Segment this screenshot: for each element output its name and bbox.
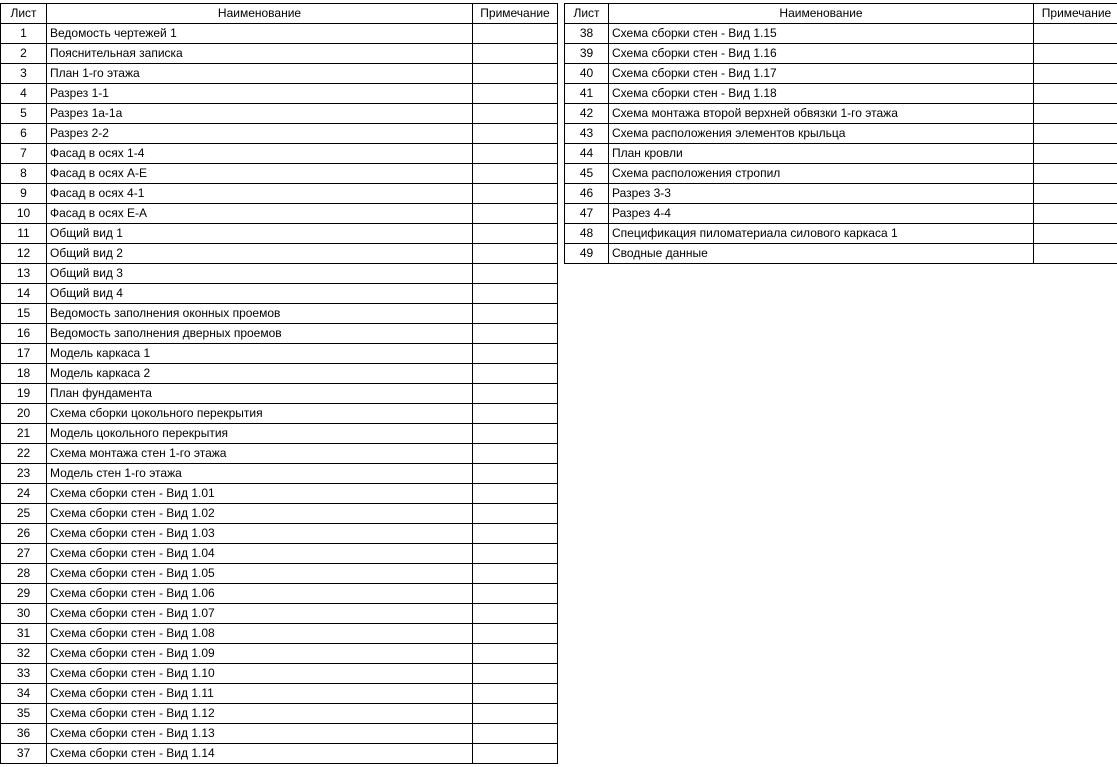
header-row [1,4,558,24]
table-row [1,604,558,624]
table-row [1,484,558,504]
sheet-name-cell: Схема сборки стен - Вид 1.10 [47,664,473,684]
table-row [1,24,558,44]
table-row [1,704,558,724]
note-cell [1034,244,1117,264]
sheet-name-cell: Схема сборки стен - Вид 1.18 [609,84,1034,104]
table-row [1,464,558,484]
sheet-number-cell: 29 [1,584,47,604]
sheet-number-cell: 41 [565,84,609,104]
table-row [1,84,558,104]
sheet-name-cell: Схема сборки стен - Вид 1.14 [47,744,473,764]
note-cell [473,44,558,64]
header-name: Наименование [47,4,473,24]
note-cell [473,364,558,384]
note-cell [473,184,558,204]
sheet-number-cell: 7 [1,144,47,164]
sheet-number-cell: 23 [1,464,47,484]
sheet-name-cell: План кровли [609,144,1034,164]
sheet-number-cell: 47 [565,204,609,224]
table-row [1,524,558,544]
note-cell [473,124,558,144]
note-cell [473,344,558,364]
header-sheet: Лист [565,4,609,24]
sheet-name-cell: Общий вид 1 [47,224,473,244]
sheet-number-cell: 10 [1,204,47,224]
sheet-number-cell: 36 [1,724,47,744]
note-cell [1034,224,1117,244]
sheet-number-cell: 25 [1,504,47,524]
sheet-name-cell: Схема сборки стен - Вид 1.13 [47,724,473,744]
sheet-number-cell: 32 [1,644,47,664]
table-row [1,344,558,364]
sheet-name-cell: Модель стен 1-го этажа [47,464,473,484]
sheet-name-cell: Схема сборки стен - Вид 1.04 [47,544,473,564]
sheet-name-cell: Сводные данные [609,244,1034,264]
sheet-name-cell: Схема монтажа стен 1-го этажа [47,444,473,464]
note-cell [1034,204,1117,224]
sheet-number-cell: 12 [1,244,47,264]
table-row [565,164,1117,184]
sheet-number-cell: 2 [1,44,47,64]
sheet-name-cell: Разрез 1а-1а [47,104,473,124]
note-cell [473,204,558,224]
sheet-name-cell: Ведомость заполнения дверных проемов [47,324,473,344]
table-row [1,304,558,324]
note-cell [473,644,558,664]
drawings-list-table-left [0,3,558,764]
table-row [565,44,1117,64]
table-row [1,384,558,404]
note-cell [473,324,558,344]
sheet-number-cell: 15 [1,304,47,324]
note-cell [1034,84,1117,104]
note-cell [473,264,558,284]
note-cell [473,104,558,124]
sheet-name-cell: Схема сборки стен - Вид 1.06 [47,584,473,604]
table-row [1,404,558,424]
table-row [565,224,1117,244]
sheet-number-cell: 27 [1,544,47,564]
sheet-number-cell: 6 [1,124,47,144]
sheet-name-cell: Ведомость чертежей 1 [47,24,473,44]
table-row [1,264,558,284]
note-cell [473,64,558,84]
table-row [1,504,558,524]
note-cell [1034,24,1117,44]
sheet-number-cell: 38 [565,24,609,44]
sheet-number-cell: 9 [1,184,47,204]
sheet-number-cell: 44 [565,144,609,164]
note-cell [473,684,558,704]
table-row [1,364,558,384]
sheet-name-cell: Схема сборки стен - Вид 1.11 [47,684,473,704]
sheet-name-cell: Схема расположения элементов крыльца [609,124,1034,144]
sheet-name-cell: Модель цокольного перекрытия [47,424,473,444]
note-cell [473,584,558,604]
sheet-number-cell: 4 [1,84,47,104]
sheet-name-cell: Схема сборки стен - Вид 1.09 [47,644,473,664]
note-cell [473,144,558,164]
sheet-name-cell: Схема сборки стен - Вид 1.08 [47,624,473,644]
table-row [565,104,1117,124]
table-row [1,124,558,144]
header-note: Примечание [1034,4,1117,24]
sheet-name-cell: Спецификация пиломатериала силового каркаса 1 [609,224,1034,244]
table-row [1,224,558,244]
sheet-name-cell: План 1-го этажа [47,64,473,84]
sheet-name-cell: Ведомость заполнения оконных проемов [47,304,473,324]
sheet-number-cell: 43 [565,124,609,144]
sheet-name-cell: Разрез 2-2 [47,124,473,144]
sheet-name-cell: Схема сборки стен - Вид 1.01 [47,484,473,504]
sheet-number-cell: 31 [1,624,47,644]
sheet-number-cell: 45 [565,164,609,184]
note-cell [1034,164,1117,184]
table-row [1,624,558,644]
table-row [565,244,1117,264]
sheet-number-cell: 28 [1,564,47,584]
sheet-name-cell: Модель каркаса 1 [47,344,473,364]
table-row [1,144,558,164]
note-cell [473,24,558,44]
sheet-number-cell: 19 [1,384,47,404]
sheet-name-cell: План фундамента [47,384,473,404]
note-cell [473,84,558,104]
table-row [1,584,558,604]
sheet-name-cell: Фасад в осях 1-4 [47,144,473,164]
sheet-number-cell: 42 [565,104,609,124]
note-cell [473,404,558,424]
note-cell [473,164,558,184]
table-row [1,564,558,584]
note-cell [1034,124,1117,144]
note-cell [473,564,558,584]
table-row [1,424,558,444]
sheet-name-cell: Схема монтажа второй верхней обвязки 1-го этажа [609,104,1034,124]
note-cell [473,744,558,764]
sheet-name-cell: Схема сборки стен - Вид 1.05 [47,564,473,584]
sheet-name-cell: Схема сборки стен - Вид 1.02 [47,504,473,524]
sheet-number-cell: 35 [1,704,47,724]
sheet-name-cell: Схема сборки цокольного перекрытия [47,404,473,424]
sheet-name-cell: Общий вид 3 [47,264,473,284]
note-cell [473,484,558,504]
note-cell [473,504,558,524]
table-row [1,684,558,704]
sheet-number-cell: 8 [1,164,47,184]
note-cell [473,544,558,564]
table-row [1,284,558,304]
sheet-number-cell: 1 [1,24,47,44]
sheet-name-cell: Разрез 3-3 [609,184,1034,204]
table-row [1,244,558,264]
table-row [1,64,558,84]
sheet-number-cell: 11 [1,224,47,244]
sheet-name-cell: Схема сборки стен - Вид 1.15 [609,24,1034,44]
sheet-name-cell: Общий вид 2 [47,244,473,264]
note-cell [473,244,558,264]
sheet-number-cell: 14 [1,284,47,304]
sheet-number-cell: 26 [1,524,47,544]
table-row [1,544,558,564]
table-row [1,104,558,124]
note-cell [473,524,558,544]
table-row [1,724,558,744]
sheet-number-cell: 33 [1,664,47,684]
header-name: Наименование [609,4,1034,24]
sheet-name-cell: Схема сборки стен - Вид 1.17 [609,64,1034,84]
table-row [565,124,1117,144]
table-row [1,324,558,344]
header-row [565,4,1117,24]
sheet-number-cell: 22 [1,444,47,464]
sheet-number-cell: 20 [1,404,47,424]
sheet-name-cell: Общий вид 4 [47,284,473,304]
sheet-number-cell: 21 [1,424,47,444]
sheet-number-cell: 48 [565,224,609,244]
table-row [1,44,558,64]
note-cell [473,464,558,484]
note-cell [1034,104,1117,124]
sheet-number-cell: 37 [1,744,47,764]
note-cell [473,604,558,624]
drawings-list-table-right [564,3,1117,264]
note-cell [1034,64,1117,84]
table-row [565,84,1117,104]
sheet-name-cell: Схема расположения стропил [609,164,1034,184]
sheet-number-cell: 49 [565,244,609,264]
note-cell [1034,44,1117,64]
table-row [565,24,1117,44]
sheet-number-cell: 34 [1,684,47,704]
note-cell [1034,184,1117,204]
header-sheet: Лист [1,4,47,24]
sheet-number-cell: 39 [565,44,609,64]
table-row [1,744,558,764]
sheet-name-cell: Схема сборки стен - Вид 1.07 [47,604,473,624]
table-row [1,644,558,664]
table-row [1,444,558,464]
sheet-number-cell: 40 [565,64,609,84]
sheet-number-cell: 13 [1,264,47,284]
sheet-number-cell: 18 [1,364,47,384]
note-cell [473,704,558,724]
sheet-number-cell: 17 [1,344,47,364]
note-cell [473,224,558,244]
sheet-number-cell: 3 [1,64,47,84]
note-cell [473,304,558,324]
note-cell [473,284,558,304]
sheet-name-cell: Фасад в осях Е-А [47,204,473,224]
note-cell [473,384,558,404]
table-row [1,164,558,184]
table-row [565,204,1117,224]
sheet-name-cell: Схема сборки стен - Вид 1.03 [47,524,473,544]
note-cell [473,444,558,464]
sheet-name-cell: Схема сборки стен - Вид 1.12 [47,704,473,724]
sheet-name-cell: Схема сборки стен - Вид 1.16 [609,44,1034,64]
note-cell [473,664,558,684]
sheet-number-cell: 30 [1,604,47,624]
table-row [1,184,558,204]
sheet-name-cell: Разрез 4-4 [609,204,1034,224]
table-row [1,664,558,684]
note-cell [473,424,558,444]
table-row [565,144,1117,164]
note-cell [473,724,558,744]
note-cell [1034,144,1117,164]
table-row [565,64,1117,84]
note-cell [473,624,558,644]
table-row [565,184,1117,204]
sheet-name-cell: Фасад в осях А-Е [47,164,473,184]
sheet-name-cell: Разрез 1-1 [47,84,473,104]
header-note: Примечание [473,4,558,24]
sheet-name-cell: Пояснительная записка [47,44,473,64]
sheet-number-cell: 24 [1,484,47,504]
sheet-number-cell: 46 [565,184,609,204]
sheet-name-cell: Фасад в осях 4-1 [47,184,473,204]
sheet-name-cell: Модель каркаса 2 [47,364,473,384]
sheet-number-cell: 16 [1,324,47,344]
sheet-number-cell: 5 [1,104,47,124]
table-row [1,204,558,224]
